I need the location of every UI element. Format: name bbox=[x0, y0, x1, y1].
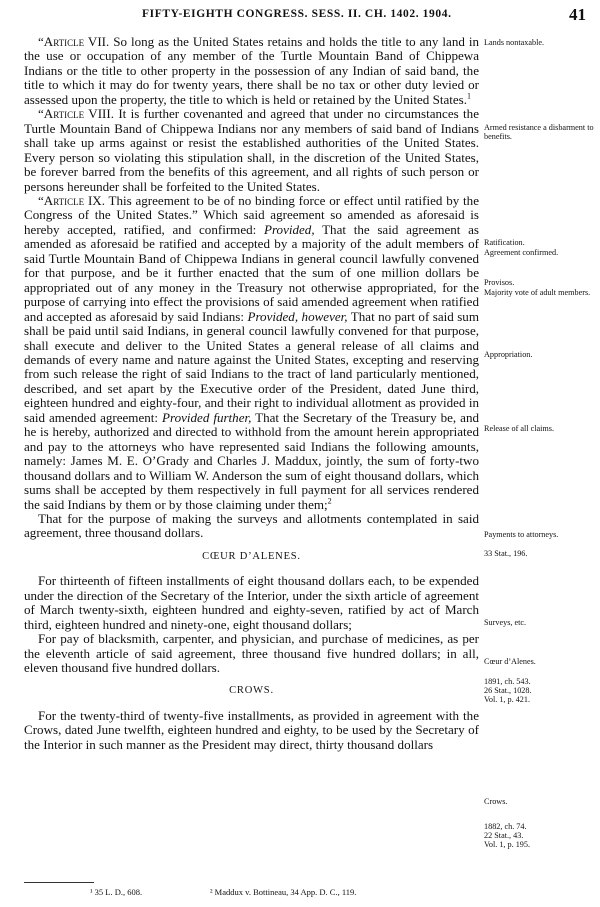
sidenote-armed-resistance: Armed resistance a disbarment to benefits. bbox=[484, 123, 594, 142]
sidenote-agreement-confirmed: Agreement confirmed. bbox=[484, 248, 559, 257]
sidenote-crows-citation-2: 22 Stat., 43. bbox=[484, 831, 524, 840]
sidenote-coeur-citation-1: 1891, ch. 543. bbox=[484, 677, 531, 686]
surveys-paragraph: That for the purpose of making the surveys and allotments contemplated in said agreement, three thousand dollars. bbox=[24, 510, 479, 541]
sidenote-appropriation: Appropriation. bbox=[484, 350, 533, 359]
article-ix-text-b: That the said agreement as amended as aforesaid be ratified and accepted by a majority of the adult members of said Turtle Mountain Band of Chippewa Indians in general council lawfully convened for that purpose, and be it further enacted that the sum of one million dollars be appropriated out of any money in the Treasury not otherwise appropriated, for the purpose of carrying into effect the provisions of said amended agreement when ratified and accepted as aforesaid by said Indians: bbox=[24, 221, 480, 324]
sidenote-coeur-dalenes: Cœur d’Alenes. bbox=[484, 657, 536, 666]
sidenote-ratification: Ratification. bbox=[484, 238, 525, 247]
sidenote-provisos: Provisos. bbox=[484, 278, 515, 287]
article-viii-label: “Article VIII. bbox=[38, 106, 114, 122]
coeur-dalenes-heading: CŒUR D’ALENES. bbox=[202, 550, 301, 562]
coeur-paragraph-1: For thirteenth of fifteen installments of eight thousand dollars each, to be expended under the direction of the Secretary of the Interior, under the sixth article of agreement of March twenty-sixth, eighteen hundred and eighty-seven, ratified by act of March third, eighteen hundred and ninety-one, eight thousand dollars; bbox=[24, 573, 479, 632]
article-ix-text-d: That the Secretary of the Treasury be, and he is hereby, authorized and directed to withhold from the amount herein appropriated and pay to the attorneys who have represented said Indians the following amounts, namely: James M. E. O’Grady and Charles J. Maddux, jointly, the sum of forty-two thousand dollars and to William W. Anderson the sum of eight thousand dollars, which sums shall be accepted by them respectively in full payment for all services rendered the said Indians by them or by those claiming under them; bbox=[24, 409, 479, 512]
footnote-1: ¹ 35 L. D., 608. bbox=[90, 887, 143, 897]
sidenote-lands-nontaxable: Lands nontaxable. bbox=[484, 38, 545, 47]
sidenote-majority-vote: Majority vote of adult members. bbox=[484, 288, 591, 297]
proviso-provided-however: Provided, however, bbox=[247, 308, 348, 324]
running-head: FIFTY-EIGHTH CONGRESS. SESS. II. CH. 1402. 1904. bbox=[142, 8, 452, 20]
footnote-divider bbox=[24, 882, 94, 883]
sidenote-crows: Crows. bbox=[484, 797, 508, 806]
coeur-paragraph-2: For pay of blacksmith, carpenter, and physician, and purchase of medicines, as per the eleventh article of said agreement, three thousand five hundred dollars; in all, eleven thousand five hundred dollars. bbox=[24, 631, 479, 676]
article-viii-paragraph bbox=[24, 107, 479, 194]
footnote-ref-1: 1 bbox=[467, 91, 472, 101]
sidenote-payments-attorneys: Payments to attorneys. bbox=[484, 530, 559, 539]
proviso-provided-further: Provided further, bbox=[162, 409, 252, 425]
running-header bbox=[24, 6, 586, 26]
sidenote-crows-citation-1: 1882, ch. 74. bbox=[484, 822, 527, 831]
proviso-provided: Provided, bbox=[263, 221, 315, 237]
article-ix-label: “Article IX. bbox=[38, 192, 105, 208]
article-vii-text: So long as the United States retains and holds the title to any land in the use or occupation of any member of the Turtle Mountain Band of Chippewa Indians or the title to other property in the possession of any Indian of said band, the title to which it may do for twenty years, there shall be no tax or other duty levied or assessed upon the property, the title to which is held or retained by the United States. bbox=[24, 34, 479, 107]
sidenote-stat-33: 33 Stat., 196. bbox=[484, 549, 528, 558]
footnotes bbox=[90, 887, 510, 901]
article-ix-text-c: That no part of said sum shall be paid until said Indians, in general council lawfully convened for that purpose, shall execute and deliver to the United States a general release of all claims and demands of every name and nature against the United States, excepting and reserving from such release the right of said Indians to the tract of land particularly mentioned, described, and set apart by the Executive order of the President, dated June third, eighteen hundred and eighty-four, and their right to individual allotment as provided in said amended agreement: bbox=[24, 308, 479, 425]
sidenote-crows-citation-3: Vol. 1, p. 195. bbox=[484, 840, 531, 849]
sidenote-surveys: Surveys, etc. bbox=[484, 618, 527, 627]
main-text bbox=[24, 35, 479, 752]
article-ix-text-a: This agreement to be of no binding force or effect until ratified by the Congress of the United States.” Which said agreement so amended as aforesaid is hereby accepted, ratified, and confirmed: bbox=[24, 192, 479, 237]
crows-heading: CROWS. bbox=[229, 685, 274, 697]
article-ix-paragraph bbox=[24, 194, 479, 512]
footnote-ref-2: 2 bbox=[327, 496, 332, 506]
article-viii-text: It is further covenanted and agreed that under no circumstances the Turtle Mountain Band of Chippewa Indians nor any members of said band of Indians shall take up arms against or resist the established authorities of the United States. Every person so violating this stipulation shall, in the discretion of the United States, be forever barred from the benefits of this agreement, and all rights of such person or persons hereunder shall be forfeited to the United States. bbox=[24, 106, 479, 194]
footnote-2: ² Maddux v. Bottineau, 34 App. D. C., 119. bbox=[210, 887, 357, 897]
sidenote-coeur-citation-3: Vol. 1, p. 421. bbox=[484, 695, 531, 704]
sidenote-release-claims: Release of all claims. bbox=[484, 424, 555, 433]
crows-paragraph-1: For the twenty-third of twenty-five installments, as provided in agreement with the Crows, dated June twelfth, eighteen hundred and eighty, to be used by the Secretary of the Interior in such manner as the President may direct, thirty thousand dollars bbox=[24, 707, 479, 752]
page-number: 41 bbox=[569, 5, 586, 24]
sidenote-coeur-citation-2: 26 Stat., 1028. bbox=[484, 686, 532, 695]
article-vii-paragraph bbox=[24, 35, 479, 107]
article-vii-label: “Article VII. bbox=[38, 34, 110, 49]
